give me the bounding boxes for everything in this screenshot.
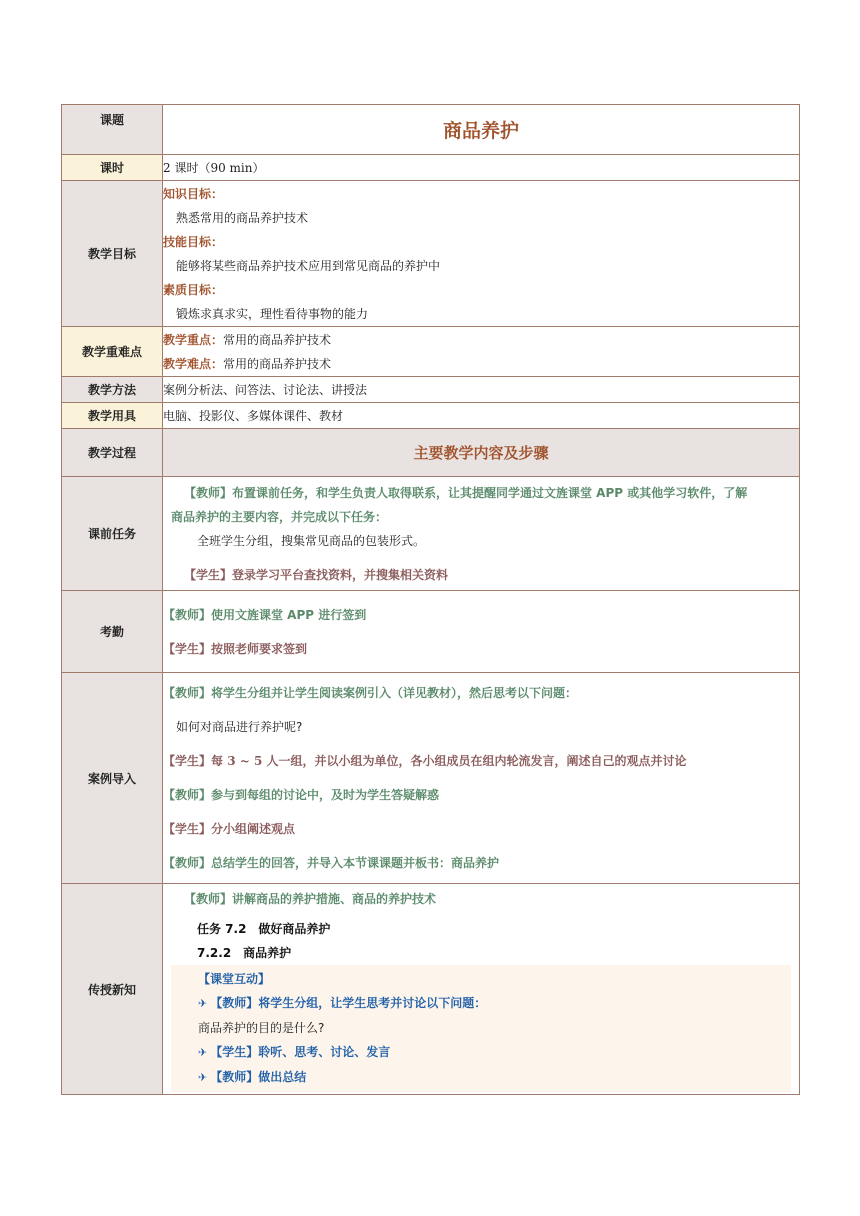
case-intro-content [163, 673, 800, 884]
attendance-content [163, 591, 800, 673]
new-knowledge-content [163, 884, 800, 1095]
interaction-student: ✈ 【学生】聆听、思考、讨论、发言 [198, 1044, 391, 1059]
nk-teacher-1: 【教师】讲解商品的养护措施、商品的养护技术 [184, 891, 437, 906]
row-tools [62, 403, 800, 429]
classroom-interaction-box [171, 965, 791, 1092]
row-hours [62, 155, 800, 181]
case-teacher-2: 【教师】参与到每组的讨论中，及时为学生答疑解惑 [163, 788, 440, 802]
case-teacher-3: 【教师】总结学生的回答，并导入本节课课题并板书：商品养护 [163, 856, 500, 870]
difficult-head: 教学难点： [163, 356, 224, 371]
row-pre-task [62, 477, 800, 591]
interaction-teacher-2: ✈ 【教师】做出总结 [198, 1069, 307, 1084]
plane-icon: ✈ [198, 1045, 208, 1059]
lesson-plan-table [61, 104, 800, 1095]
interaction-question: 商品养护的目的是什么? [198, 1020, 325, 1035]
objectives-content [163, 181, 800, 327]
attendance-teacher: 【教师】使用文旌课堂 APP 进行签到 [163, 607, 367, 622]
process-heading: 主要教学内容及步骤 [163, 429, 800, 477]
row-case-intro [62, 673, 800, 884]
key-head: 教学重点： [163, 332, 224, 347]
row-topic [62, 105, 800, 155]
pre-task-teacher-line1: 【教师】布置课前任务，和学生负责人取得联系，让其提醒同学通过文旌课堂 APP 或其他学习软件，了解 [184, 485, 748, 500]
skill-text: 能够将某些商品养护技术应用到常见商品的养护中 [176, 258, 441, 273]
hours-value: 2 课时（90 min） [163, 155, 800, 181]
plane-icon: ✈ [198, 1070, 208, 1084]
label-objectives: 教学目标 [62, 181, 163, 327]
pre-task-text: 全班学生分组，搜集常见商品的包装形式。 [197, 533, 426, 548]
interaction-head: 【课堂互动】 [198, 971, 271, 986]
label-key-points: 教学重难点 [62, 327, 163, 377]
label-methods: 教学方法 [62, 377, 163, 403]
quality-text: 锻炼求真求实，理性看待事物的能力 [176, 306, 369, 321]
tools-value: 电脑、投影仪、多媒体课件、教材 [163, 403, 800, 429]
row-key-points [62, 327, 800, 377]
row-methods [62, 377, 800, 403]
label-pre-task: 课前任务 [62, 477, 163, 591]
case-teacher-1: 【教师】将学生分组并让学生阅读案例引入（详见教材），然后思考以下问题： [163, 686, 578, 700]
label-process: 教学过程 [62, 429, 163, 477]
label-case-intro: 案例导入 [62, 673, 163, 884]
key-points-content [163, 327, 800, 377]
label-topic: 课题 [62, 105, 163, 155]
label-attendance: 考勤 [62, 591, 163, 673]
interaction-teacher: ✈ 【教师】将学生分组，让学生思考并讨论以下问题： [198, 995, 487, 1010]
case-question: 如何对商品进行养护呢? [176, 720, 303, 734]
methods-value: 案例分析法、问答法、讨论法、讲授法 [163, 377, 800, 403]
pre-task-teacher-line2: 商品养护的主要内容，并完成以下任务： [171, 509, 388, 524]
nk-section-title: 7.2.2 商品养护 [197, 945, 292, 960]
quality-head: 素质目标： [163, 282, 224, 297]
skill-head: 技能目标： [163, 234, 224, 249]
label-new-knowledge: 传授新知 [62, 884, 163, 1095]
knowledge-head: 知识目标： [163, 186, 224, 201]
topic-title: 商品养护 [163, 105, 800, 155]
pre-task-student: 【学生】登录学习平台查找资料，并搜集相关资料 [184, 567, 449, 582]
knowledge-text: 熟悉常用的商品养护技术 [176, 210, 309, 225]
row-attendance [62, 591, 800, 673]
pre-task-content [163, 477, 800, 591]
label-hours: 课时 [62, 155, 163, 181]
row-process-header [62, 429, 800, 477]
nk-task-title: 任务 7.2 做好商品养护 [197, 921, 331, 936]
attendance-student: 【学生】按照老师要求签到 [163, 641, 308, 656]
row-objectives [62, 181, 800, 327]
key-text: 常用的商品养护技术 [223, 332, 332, 347]
row-new-knowledge [62, 884, 800, 1095]
case-student-2: 【学生】分小组阐述观点 [163, 822, 296, 836]
label-tools: 教学用具 [62, 403, 163, 429]
case-student-1: 【学生】每 3 ~ 5 人一组，并以小组为单位，各小组成员在组内轮流发言，阐述自己的观点并讨论 [163, 754, 687, 768]
plane-icon: ✈ [198, 996, 208, 1010]
difficult-text: 常用的商品养护技术 [223, 356, 332, 371]
